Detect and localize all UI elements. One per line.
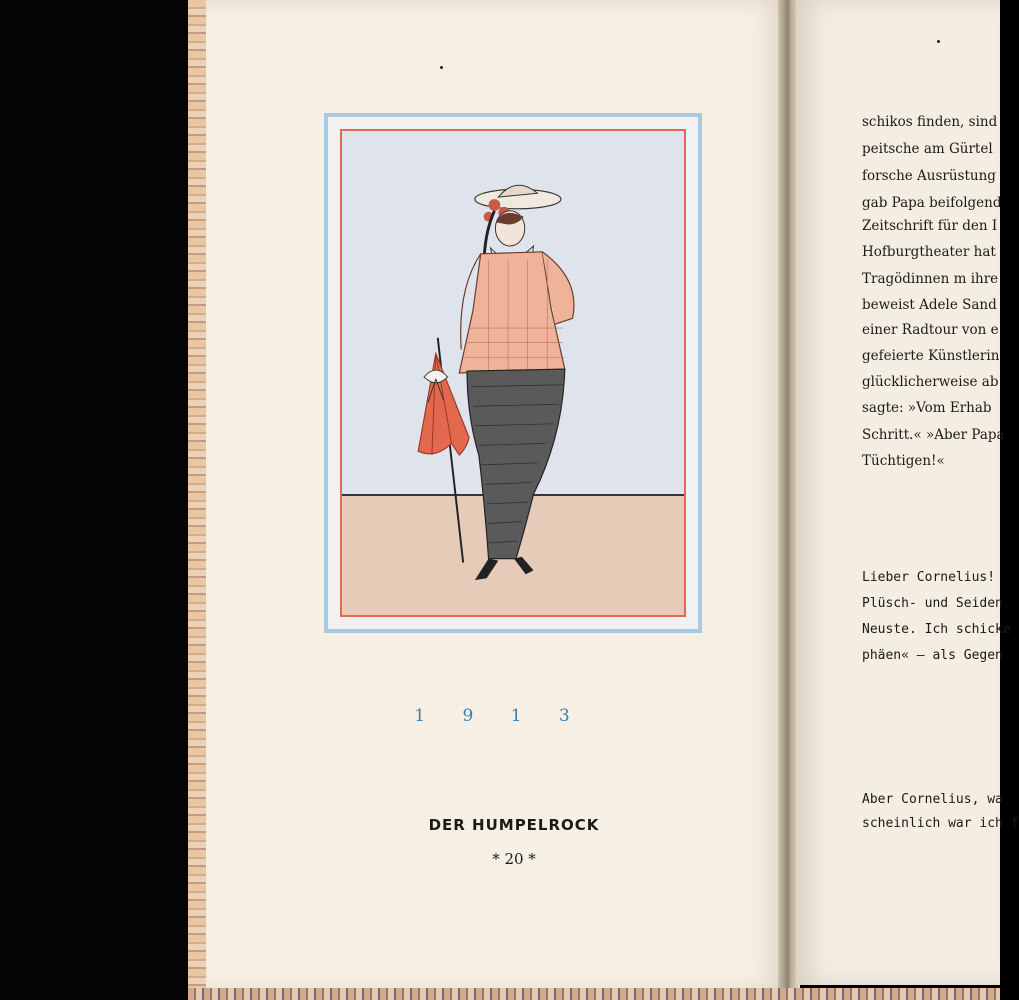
text-line: peitsche am Gürtel xyxy=(862,141,993,157)
text-line: einer Radtour von e xyxy=(862,322,999,338)
illustration-caption: DER HUMPELROCK xyxy=(428,816,600,834)
text-line: Tüchtigen!« xyxy=(862,453,945,469)
text-line: Plüsch- und Seiden xyxy=(862,596,1003,611)
illustration-frame xyxy=(324,113,702,633)
text-line: glücklicherweise ab xyxy=(862,374,999,390)
text-line: Aber Cornelius, wa xyxy=(862,792,1003,807)
text-line: schikos finden, sind xyxy=(862,114,998,130)
text-line: forsche Ausrüstung xyxy=(862,168,996,184)
text-line: phäen« – als Gegen xyxy=(862,648,1003,663)
text-line: Hofburgtheater hat xyxy=(862,244,996,260)
text-line: Schritt.« »Aber Papa xyxy=(862,427,1005,443)
text-line: Zeitschrift für den I xyxy=(862,218,998,234)
text-line: Neuste. Ich schicke xyxy=(862,622,1011,637)
text-line: Lieber Cornelius! xyxy=(862,570,996,585)
page-number: * 20 * xyxy=(492,850,536,868)
text-line: Tragödinnen m ihre xyxy=(862,271,999,287)
text-line: beweist Adele Sand xyxy=(862,297,997,313)
text-line: gefeierte Künstlerin xyxy=(862,348,1000,364)
hobble-skirt-figure-illustration xyxy=(342,131,684,615)
text-line: scheinlich war ich f xyxy=(862,816,1019,831)
speck xyxy=(937,40,940,43)
speck xyxy=(440,66,443,69)
text-line: gab Papa beifolgend xyxy=(862,195,1002,211)
illustration-inner-border xyxy=(340,129,686,617)
year-label: 1 9 1 3 xyxy=(414,706,586,726)
book-bottom-edge xyxy=(188,988,1000,1000)
dark-background xyxy=(0,0,188,1000)
text-line: sagte: »Vom Erhab xyxy=(862,400,992,416)
